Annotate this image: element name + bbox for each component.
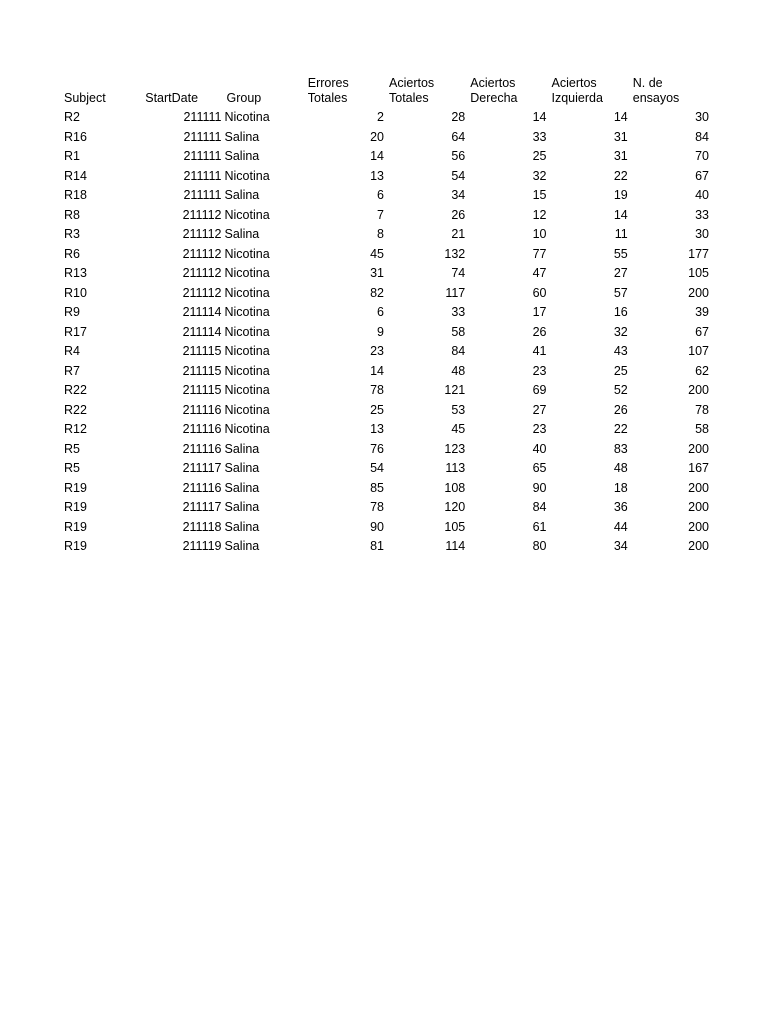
cell-aciertos-izquierda: 83 [613,441,628,456]
cell-group: Nicotina [224,363,270,378]
cell-subject: R5 [64,461,80,475]
cell-aciertos-totales: 117 [445,285,466,300]
cell-aciertos-derecha: 26 [532,324,547,339]
column-header-aciertos-derecha [466,76,547,108]
cell-group: Nicotina [224,305,270,319]
cell-aciertos-derecha: 41 [532,344,547,358]
table-row [60,108,710,128]
column-header-line: Totales [307,91,348,105]
cell-aciertos-izquierda: 27 [613,266,628,280]
cell-n-de-ensayos: 67 [695,324,709,339]
cell-start-date: 211112 [182,227,222,241]
table-row [60,128,710,148]
cell-group: Salina [224,519,260,534]
cell-aciertos-derecha: 25 [532,149,547,163]
cell-start-date: 211112 [182,246,222,261]
cell-aciertos-derecha: 12 [532,207,547,222]
cell-errores-totales: 23 [370,344,384,358]
cell-subject: R22 [64,402,87,417]
column-header-line: Subject [64,91,106,105]
column-header-line: StartDate [145,91,199,105]
cell-n-de-ensayos: 84 [695,129,709,144]
cell-subject: R2 [64,110,80,124]
table-body [60,108,710,557]
cell-n-de-ensayos: 105 [688,266,709,280]
cell-errores-totales: 90 [370,519,384,534]
cell-start-date: 211116 [182,441,222,456]
cell-subject: R1 [64,149,80,163]
cell-aciertos-izquierda: 31 [613,149,628,163]
cell-subject: R8 [64,207,80,222]
cell-aciertos-izquierda: 22 [613,168,628,183]
cell-aciertos-izquierda: 22 [613,422,628,436]
cell-aciertos-izquierda: 52 [613,383,628,397]
cell-start-date: 211112 [182,266,222,280]
cell-errores-totales: 14 [370,363,384,378]
cell-group: Salina [224,188,260,202]
cell-aciertos-totales: 113 [445,461,466,475]
cell-errores-totales: 81 [370,539,384,553]
cell-n-de-ensayos: 107 [688,344,709,358]
cell-group: Salina [224,461,260,475]
cell-aciertos-totales: 33 [451,305,466,319]
cell-aciertos-totales: 48 [451,363,466,378]
column-header-line: N. de [632,76,663,90]
cell-errores-totales: 7 [377,207,384,222]
cell-subject: R17 [64,324,87,339]
table-row [60,147,710,167]
cell-aciertos-derecha: 60 [532,285,547,300]
column-header-line: Izquierda [551,91,603,105]
cell-start-date: 211111 [183,188,222,202]
cell-subject: R4 [64,344,80,358]
cell-aciertos-totales: 132 [444,246,466,261]
cell-errores-totales: 78 [370,383,384,397]
cell-group: Salina [224,129,260,144]
table-row [60,342,710,362]
cell-n-de-ensayos: 177 [688,246,709,261]
cell-start-date: 211112 [182,207,222,222]
cell-aciertos-izquierda: 36 [613,500,628,514]
cell-subject: R19 [64,519,87,534]
column-header-line: Aciertos [470,76,516,90]
table-row [60,245,710,265]
cell-aciertos-derecha: 23 [532,363,547,378]
cell-subject: R16 [64,129,87,144]
cell-n-de-ensayos: 70 [695,149,709,163]
cell-errores-totales: 25 [370,402,384,417]
cell-aciertos-totales: 56 [451,149,466,163]
cell-subject: R12 [64,422,87,436]
cell-aciertos-totales: 21 [451,227,466,241]
table-row [60,284,710,304]
cell-aciertos-totales: 84 [451,344,466,358]
cell-start-date: 211111 [183,110,222,124]
cell-start-date: 211114 [182,305,222,319]
cell-errores-totales: 20 [370,129,384,144]
cell-aciertos-derecha: 90 [532,480,547,495]
cell-group: Nicotina [224,168,270,183]
cell-subject: R9 [64,305,80,319]
cell-n-de-ensayos: 78 [695,402,709,417]
column-header-line: ensayos [632,91,680,105]
cell-group: Nicotina [224,402,270,417]
cell-n-de-ensayos: 200 [688,383,709,397]
data-sheet [60,76,710,557]
cell-subject: R3 [64,227,80,241]
table-row [60,381,710,401]
cell-errores-totales: 13 [370,168,384,183]
cell-aciertos-totales: 54 [451,168,466,183]
cell-errores-totales: 45 [370,246,384,261]
column-header-line: Derecha [470,91,518,105]
cell-aciertos-totales: 74 [451,266,466,280]
table-row [60,206,710,226]
cell-aciertos-izquierda: 18 [613,480,628,495]
cell-aciertos-totales: 123 [444,441,466,456]
cell-n-de-ensayos: 200 [688,519,709,534]
cell-aciertos-totales: 26 [451,207,466,222]
table-row [60,420,710,440]
cell-aciertos-derecha: 69 [532,383,547,397]
cell-subject: R14 [64,168,87,183]
cell-n-de-ensayos: 33 [695,207,709,222]
cell-aciertos-derecha: 65 [532,461,547,475]
cell-aciertos-totales: 28 [451,110,466,124]
cell-errores-totales: 76 [370,441,384,456]
cell-group: Nicotina [224,285,270,300]
cell-group: Salina [224,441,260,456]
cell-aciertos-totales: 58 [451,324,466,339]
cell-group: Nicotina [224,422,270,436]
cell-aciertos-totales: 53 [451,402,466,417]
cell-aciertos-izquierda: 19 [613,188,628,202]
cell-start-date: 211117 [182,461,222,475]
cell-subject: R22 [64,383,87,397]
cell-n-de-ensayos: 67 [695,168,709,183]
cell-errores-totales: 31 [370,266,384,280]
cell-errores-totales: 85 [370,480,384,495]
cell-group: Nicotina [224,110,270,124]
cell-start-date: 211111 [183,129,222,144]
cell-aciertos-totales: 105 [444,519,466,534]
cell-aciertos-derecha: 40 [532,441,547,456]
header-row [60,76,710,108]
cell-aciertos-izquierda: 14 [613,110,628,124]
cell-group: Nicotina [224,207,270,222]
cell-subject: R19 [64,480,87,495]
table-row [60,323,710,343]
cell-n-de-ensayos: 39 [695,305,709,319]
cell-aciertos-derecha: 23 [532,422,547,436]
results-table [60,76,710,557]
cell-aciertos-izquierda: 16 [613,305,628,319]
cell-start-date: 211111 [183,149,222,163]
cell-subject: R18 [64,188,87,202]
cell-errores-totales: 54 [370,461,384,475]
table-row [60,518,710,538]
cell-group: Nicotina [224,266,270,280]
table-row [60,537,710,557]
cell-start-date: 211111 [183,168,222,183]
column-header-aciertos-totales [385,76,466,108]
cell-errores-totales: 8 [377,227,384,241]
cell-subject: R19 [64,500,87,514]
column-header-group [223,76,304,108]
column-header-line: Group [226,91,262,105]
cell-aciertos-derecha: 10 [532,227,547,241]
cell-n-de-ensayos: 200 [688,539,709,553]
cell-aciertos-izquierda: 32 [613,324,628,339]
cell-aciertos-derecha: 17 [532,305,547,319]
column-header-line [64,76,141,91]
cell-aciertos-derecha: 77 [532,246,547,261]
table-row [60,167,710,187]
table-row [60,362,710,382]
table-row [60,498,710,518]
table-row [60,186,710,206]
cell-start-date: 211115 [182,363,222,378]
column-header-errores-totales [304,76,385,108]
cell-subject: R13 [64,266,87,280]
cell-group: Salina [224,480,260,495]
cell-subject: R19 [64,539,87,553]
cell-aciertos-derecha: 15 [532,188,547,202]
cell-subject: R10 [64,285,87,300]
cell-errores-totales: 2 [377,110,384,124]
cell-n-de-ensayos: 58 [695,422,709,436]
column-header-line [145,76,222,91]
cell-aciertos-derecha: 14 [532,110,547,124]
cell-aciertos-derecha: 33 [532,129,547,144]
table-row [60,401,710,421]
cell-subject: R6 [64,246,80,261]
cell-group: Nicotina [224,344,270,358]
cell-n-de-ensayos: 200 [688,285,709,300]
cell-aciertos-totales: 45 [451,422,466,436]
cell-aciertos-totales: 120 [444,500,466,514]
cell-aciertos-derecha: 32 [532,168,547,183]
cell-n-de-ensayos: 40 [695,188,709,202]
cell-subject: R5 [64,441,80,456]
cell-aciertos-izquierda: 43 [613,344,628,358]
cell-start-date: 211117 [182,500,222,514]
column-header-line: Aciertos [551,76,597,90]
cell-aciertos-derecha: 47 [532,266,547,280]
cell-group: Salina [224,500,260,514]
cell-aciertos-izquierda: 11 [614,227,628,241]
column-header-line [227,76,304,91]
cell-errores-totales: 6 [377,305,384,319]
cell-group: Salina [224,227,260,241]
cell-start-date: 211116 [182,402,222,417]
cell-n-de-ensayos: 30 [695,227,709,241]
cell-subject: R7 [64,363,80,378]
cell-errores-totales: 78 [370,500,384,514]
cell-group: Salina [224,149,260,163]
cell-aciertos-derecha: 80 [532,539,547,553]
table-row [60,264,710,284]
column-header-start-date [141,76,222,108]
column-header-aciertos-izquierda [548,76,629,108]
table-row [60,303,710,323]
cell-aciertos-izquierda: 57 [613,285,628,300]
cell-group: Nicotina [224,246,270,261]
cell-aciertos-totales: 108 [444,480,466,495]
cell-errores-totales: 13 [370,422,384,436]
cell-aciertos-totales: 121 [444,383,466,397]
cell-n-de-ensayos: 200 [688,500,709,514]
table-row [60,440,710,460]
cell-aciertos-izquierda: 31 [613,129,628,144]
cell-n-de-ensayos: 167 [688,461,709,475]
cell-n-de-ensayos: 200 [688,441,709,456]
cell-aciertos-derecha: 61 [532,519,547,534]
cell-group: Nicotina [224,383,270,397]
cell-start-date: 211116 [182,480,222,495]
cell-aciertos-izquierda: 25 [613,363,628,378]
cell-aciertos-izquierda: 34 [613,539,628,553]
column-header-line: Errores [307,76,349,90]
cell-group: Nicotina [224,324,270,339]
cell-start-date: 211116 [182,422,222,436]
cell-start-date: 211112 [182,285,222,300]
column-header-line: Totales [389,91,429,105]
cell-start-date: 211115 [182,344,222,358]
column-header-line: Aciertos [389,76,435,90]
cell-n-de-ensayos: 200 [688,480,709,495]
cell-aciertos-derecha: 84 [532,500,547,514]
table-row [60,459,710,479]
cell-start-date: 211115 [182,383,222,397]
cell-aciertos-totales: 114 [445,539,466,553]
cell-start-date: 211114 [182,324,222,339]
cell-aciertos-izquierda: 44 [613,519,628,534]
cell-errores-totales: 9 [377,324,384,339]
column-header-subject [60,76,141,108]
cell-aciertos-derecha: 27 [532,402,547,417]
cell-aciertos-izquierda: 14 [613,207,628,222]
cell-start-date: 211118 [182,519,222,534]
cell-aciertos-totales: 64 [451,129,466,144]
table-row [60,225,710,245]
cell-errores-totales: 14 [370,149,384,163]
cell-errores-totales: 6 [377,188,384,202]
cell-aciertos-izquierda: 55 [613,246,628,261]
cell-aciertos-izquierda: 26 [613,402,628,417]
cell-start-date: 211119 [182,539,222,553]
cell-n-de-ensayos: 30 [695,110,709,124]
cell-aciertos-totales: 34 [451,188,466,202]
cell-group: Salina [224,539,260,553]
column-header-n-de-ensayos [629,76,710,108]
cell-errores-totales: 82 [370,285,384,300]
table-row [60,479,710,499]
cell-n-de-ensayos: 62 [695,363,709,378]
cell-aciertos-izquierda: 48 [613,461,628,475]
